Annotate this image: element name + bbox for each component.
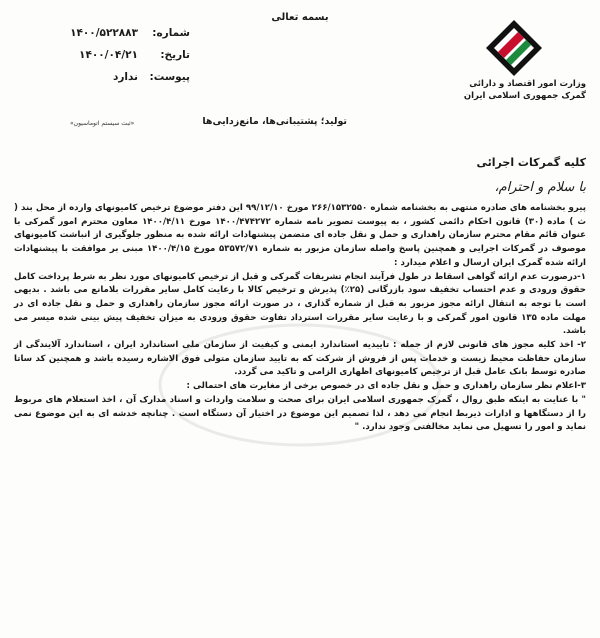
letter-meta: [40, 22, 190, 88]
number-label: شماره:: [152, 27, 190, 39]
body-item-1: ۱-درصورت عدم ارائه گواهی اسقاط در طول فرآیند انجام تشریفات گمرکی و قبل از ترخیص کامیونهای مورد نظر به شرط پرداخت کامل حقوق ورودی و عدم احتساب تخفیف سود بازرگانی (۲۵٪) پذیرش و ترخیص کالا با رعایت کامل سایر مقررات بلامانع می باشد . بدیهی است با توجه به انتقال ارائه مجوز مزبور به قبل از شماره گذاری ، در صورت ارائه مجوز سازمان راهداری و حمل و نقل جاده ای در مهلت ماده ۱۳۵ قانون امور گمرکی و با رعایت سایر مقررات استرداد تفاوت حقوق ورودی به میزان تخفیف پیش بینی شده میسر می باشد.: [14, 271, 586, 337]
letter-body: [14, 202, 586, 435]
year-slogan: تولید؛ پشتیبانی‌ها، مانع‌زدایی‌ها: [202, 116, 347, 127]
body-intro: پیرو بخشنامه های صادره منتهی به بخشنامه شماره ۲۶۶/۱۵۳۲۵۵۰ مورخ ۹۹/۱۲/۱۰ این دفتر موضوع ترخیص کامیونهای وارده از محل بند ( ث ) ماده (۳۰) قانون احکام دائمی کشور ، به پیوست تصویر نامه شماره ۱۴۰۰/۴۷۴۲۷۲ مورخ ۱۴۰۰/۴/۱۱ معاون محترم امور گمرکی با عنوان قائم مقام محترم سازمان راهداری و حمل و نقل جاده ای متضمن پیشنهادات ارائه شده به منظور جلوگیری از انباشت کامیونهای موصوف در گمرکات اجرایی و همچنین پاسخ واصله سازمان مزبور به شماره ۵۳۵۷۲/۷۱ مورخ ۱۴۰۰/۴/۱۵ مبنی بر موافقت با پیشنهادات ارائه شده گمرک ایران ارسال و اعلام میدارد :: [14, 203, 586, 268]
salutation: با سلام و احترام،: [494, 180, 586, 195]
customs-logo-icon: [484, 18, 544, 78]
attachment-label: پیوست:: [149, 71, 190, 83]
body-item-3: ۳-اعلام نظر سازمان راهداری و حمل و نقل جاده ای در خصوص برخی از مغایرت های احتمالی :: [186, 381, 586, 392]
date-value: ۱۴۰۰/۰۴/۲۱: [79, 49, 138, 61]
number-row: [40, 22, 190, 44]
ministry-name: [436, 78, 586, 102]
body-item-2: ۲- اخذ کلیه مجوز های قانونی لازم از جمله : تاییدیه استاندارد ایمنی و کیفیت از سازمان ملی استاندارد ایران ، استاندارد آلایندگی از سازمان حفاظت محیط زیست و خدمات پس از فروش از شرکت که به تایید سازمان متولی فوق الاشاره رسیده باشد و همچنین کد ساتا صادره توسط بانک عامل قبل از ترخیص کامیونهای اظهاری الزامی و تاکید می گردد.: [14, 340, 586, 378]
ministry-line1: وزارت امور اقتصاد و دارائی: [469, 79, 586, 89]
bismillah-heading: بسمه تعالی: [271, 12, 329, 23]
automation-seal-note: «ثبت سیستم اتوماسیون»: [70, 120, 135, 127]
date-label: تاریخ:: [160, 49, 190, 61]
date-row: [40, 44, 190, 66]
attachment-value: ندارد: [112, 71, 138, 83]
attachment-row: [40, 66, 190, 88]
body-quote: " با عنایت به اینکه طبق روال ، گمرک جمهوری اسلامی ایران برای صحت و سلامت واردات و اسناد مدارک آن ، اخذ استعلام های مربوط را از دستگاهها و ادارات ذیربط انجام می دهد ، لذا تصمیم این موضوع در اختیار آن دستگاه است . چنانچه خدشه ای به این موضوع نمی نماید و امور را تسهیل می نماید مخالفتی وجود ندارد. ": [14, 394, 586, 433]
recipient: کلیه گمرکات اجرائی: [476, 156, 586, 169]
ministry-line2: گمرک جمهوری اسلامی ایران: [463, 91, 586, 101]
number-value: ۱۴۰۰/۵۲۲۸۸۳: [70, 27, 138, 39]
